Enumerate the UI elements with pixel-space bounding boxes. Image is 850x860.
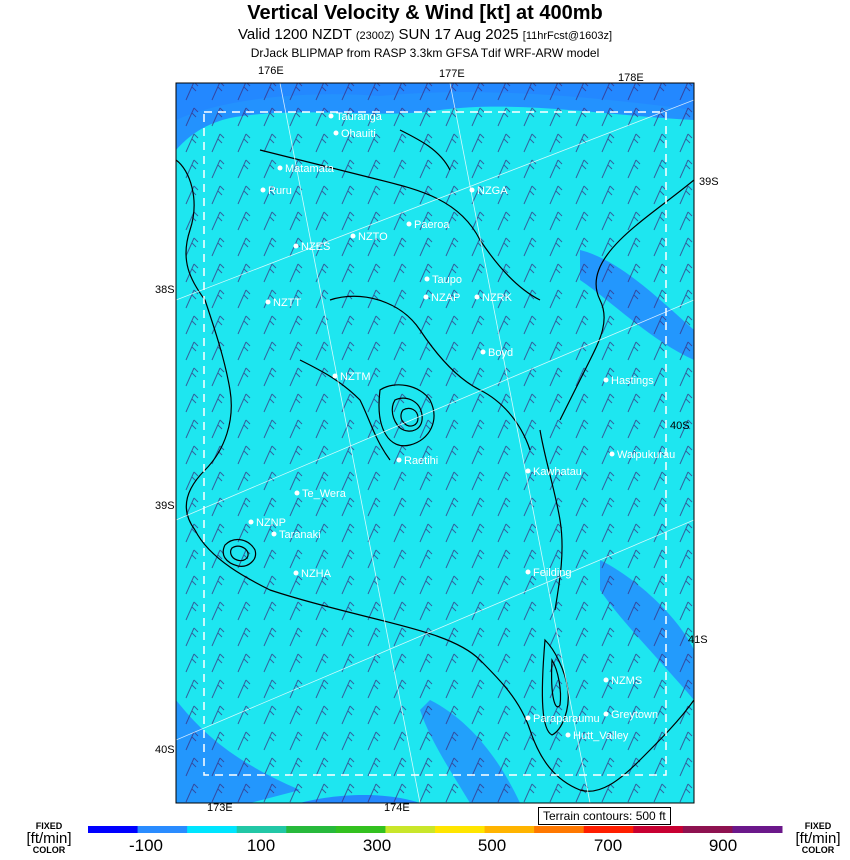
colorbar-segment [385,826,435,833]
colorbar [88,826,783,833]
lon-label-top: 176E [258,65,284,77]
colorbar-fixed-label: FIXED [35,821,63,831]
town-hastings [604,375,655,387]
town-label: NZTM [340,371,371,383]
town-label: NZTO [358,231,388,243]
town-greytown [604,709,659,721]
town-label: Feilding [533,567,572,579]
wind-barbs [176,83,694,803]
colorbar-color-label: COLOR [801,845,835,855]
colorbar-segment [584,826,634,833]
town-label: Te_Wera [302,488,346,500]
colorbar-tick: 900 [708,836,738,855]
colorbar-segment [336,826,386,833]
colorbar-tick: 300 [362,836,392,855]
lat-label-left: 38S [155,284,175,296]
valid-prefix: Valid 1200 NZDT [237,26,352,43]
town-taranaki [272,529,321,541]
town-label: Boyd [488,347,514,359]
lat-label-right: 40S [670,420,690,432]
forecast-cycle: [11hrFcst@1603z] [522,30,613,42]
town-label: Matamata [285,163,334,175]
valid-date: SUN 17 Aug 2025 [398,26,519,43]
town-label: Hastings [611,375,654,387]
colorbar-segment [286,826,336,833]
colorbar-tick: 500 [477,836,507,855]
colorbar-segment [237,826,287,833]
colorbar-unit-label: [ft/min] [795,830,841,847]
colorbar-segment [187,826,237,833]
town-label: NZTT [273,297,302,309]
lat-label-right: 39S [699,176,719,188]
colorbar-segment [683,826,733,833]
lat-label-left: 39S [155,500,175,512]
town-label: Paeroa [414,219,450,231]
town-kawhatau [526,466,582,478]
town-label: Hutt_Valley [573,730,629,742]
colorbar-tick: 100 [246,836,276,855]
town-label: Waipukurau [617,449,676,461]
town-paraparaumu [526,713,600,725]
town-tauranga [329,111,383,123]
town-label: NZMS [611,675,643,687]
town-label: Tauranga [336,111,382,123]
colorbar-segment [485,826,535,833]
town-feilding [526,567,572,579]
town-waipukurau [610,449,676,461]
town-label: Paraparaumu [533,713,600,725]
lon-label-bottom: 173E [207,802,233,814]
lat-label-left: 40S [155,744,175,756]
town-label: Taranaki [279,529,321,541]
town-label: NZRK [482,292,512,304]
town-label: Ruru [268,185,292,197]
colorbar-unit-label: [ft/min] [26,830,72,847]
colorbar-units-left [14,822,84,855]
town-label: Greytown [611,709,659,721]
colorbar-units-right [786,822,850,855]
town-huttvalley [566,730,629,742]
colorbar-segment [534,826,584,833]
town-label: Raetihi [404,455,439,467]
colorbar-color-label: COLOR [32,845,66,855]
colorbar-fixed-label: FIXED [804,821,832,831]
colorbar-segment [633,826,683,833]
colorbar-tick: 700 [593,836,623,855]
map-title: Vertical Velocity & Wind [kt] at 400mb [247,2,603,24]
terrain-contour-note: Terrain contours: 500 ft [538,807,671,825]
town-label: NZNP [256,517,286,529]
town-matamata [278,163,335,175]
town-label: NZES [301,241,331,253]
lon-label-top: 178E [618,72,644,84]
lon-label-top: 177E [439,68,465,80]
town-label: NZAP [431,292,461,304]
town-label: Kawhatau [533,466,582,478]
town-tewera [295,488,347,500]
colorbar-segment [88,826,138,833]
colorbar-segment [138,826,188,833]
lon-label-bottom: 174E [384,802,410,814]
town-label: NZGA [477,185,508,197]
lat-label-right: 41S [688,634,708,646]
colorbar-segment [732,826,782,833]
town-label: Ohauiti [341,128,376,140]
town-label: NZHA [301,568,331,580]
colorbar-tick: -100 [128,836,164,855]
colorbar-segment [435,826,485,833]
town-label: Taupo [432,274,462,286]
town-paeroa [407,219,451,231]
valid-utc: (2300Z) [355,30,395,42]
model-credit: DrJack BLIPMAP from RASP 3.3km GFSA Tdif WRF-ARW model [250,46,600,60]
